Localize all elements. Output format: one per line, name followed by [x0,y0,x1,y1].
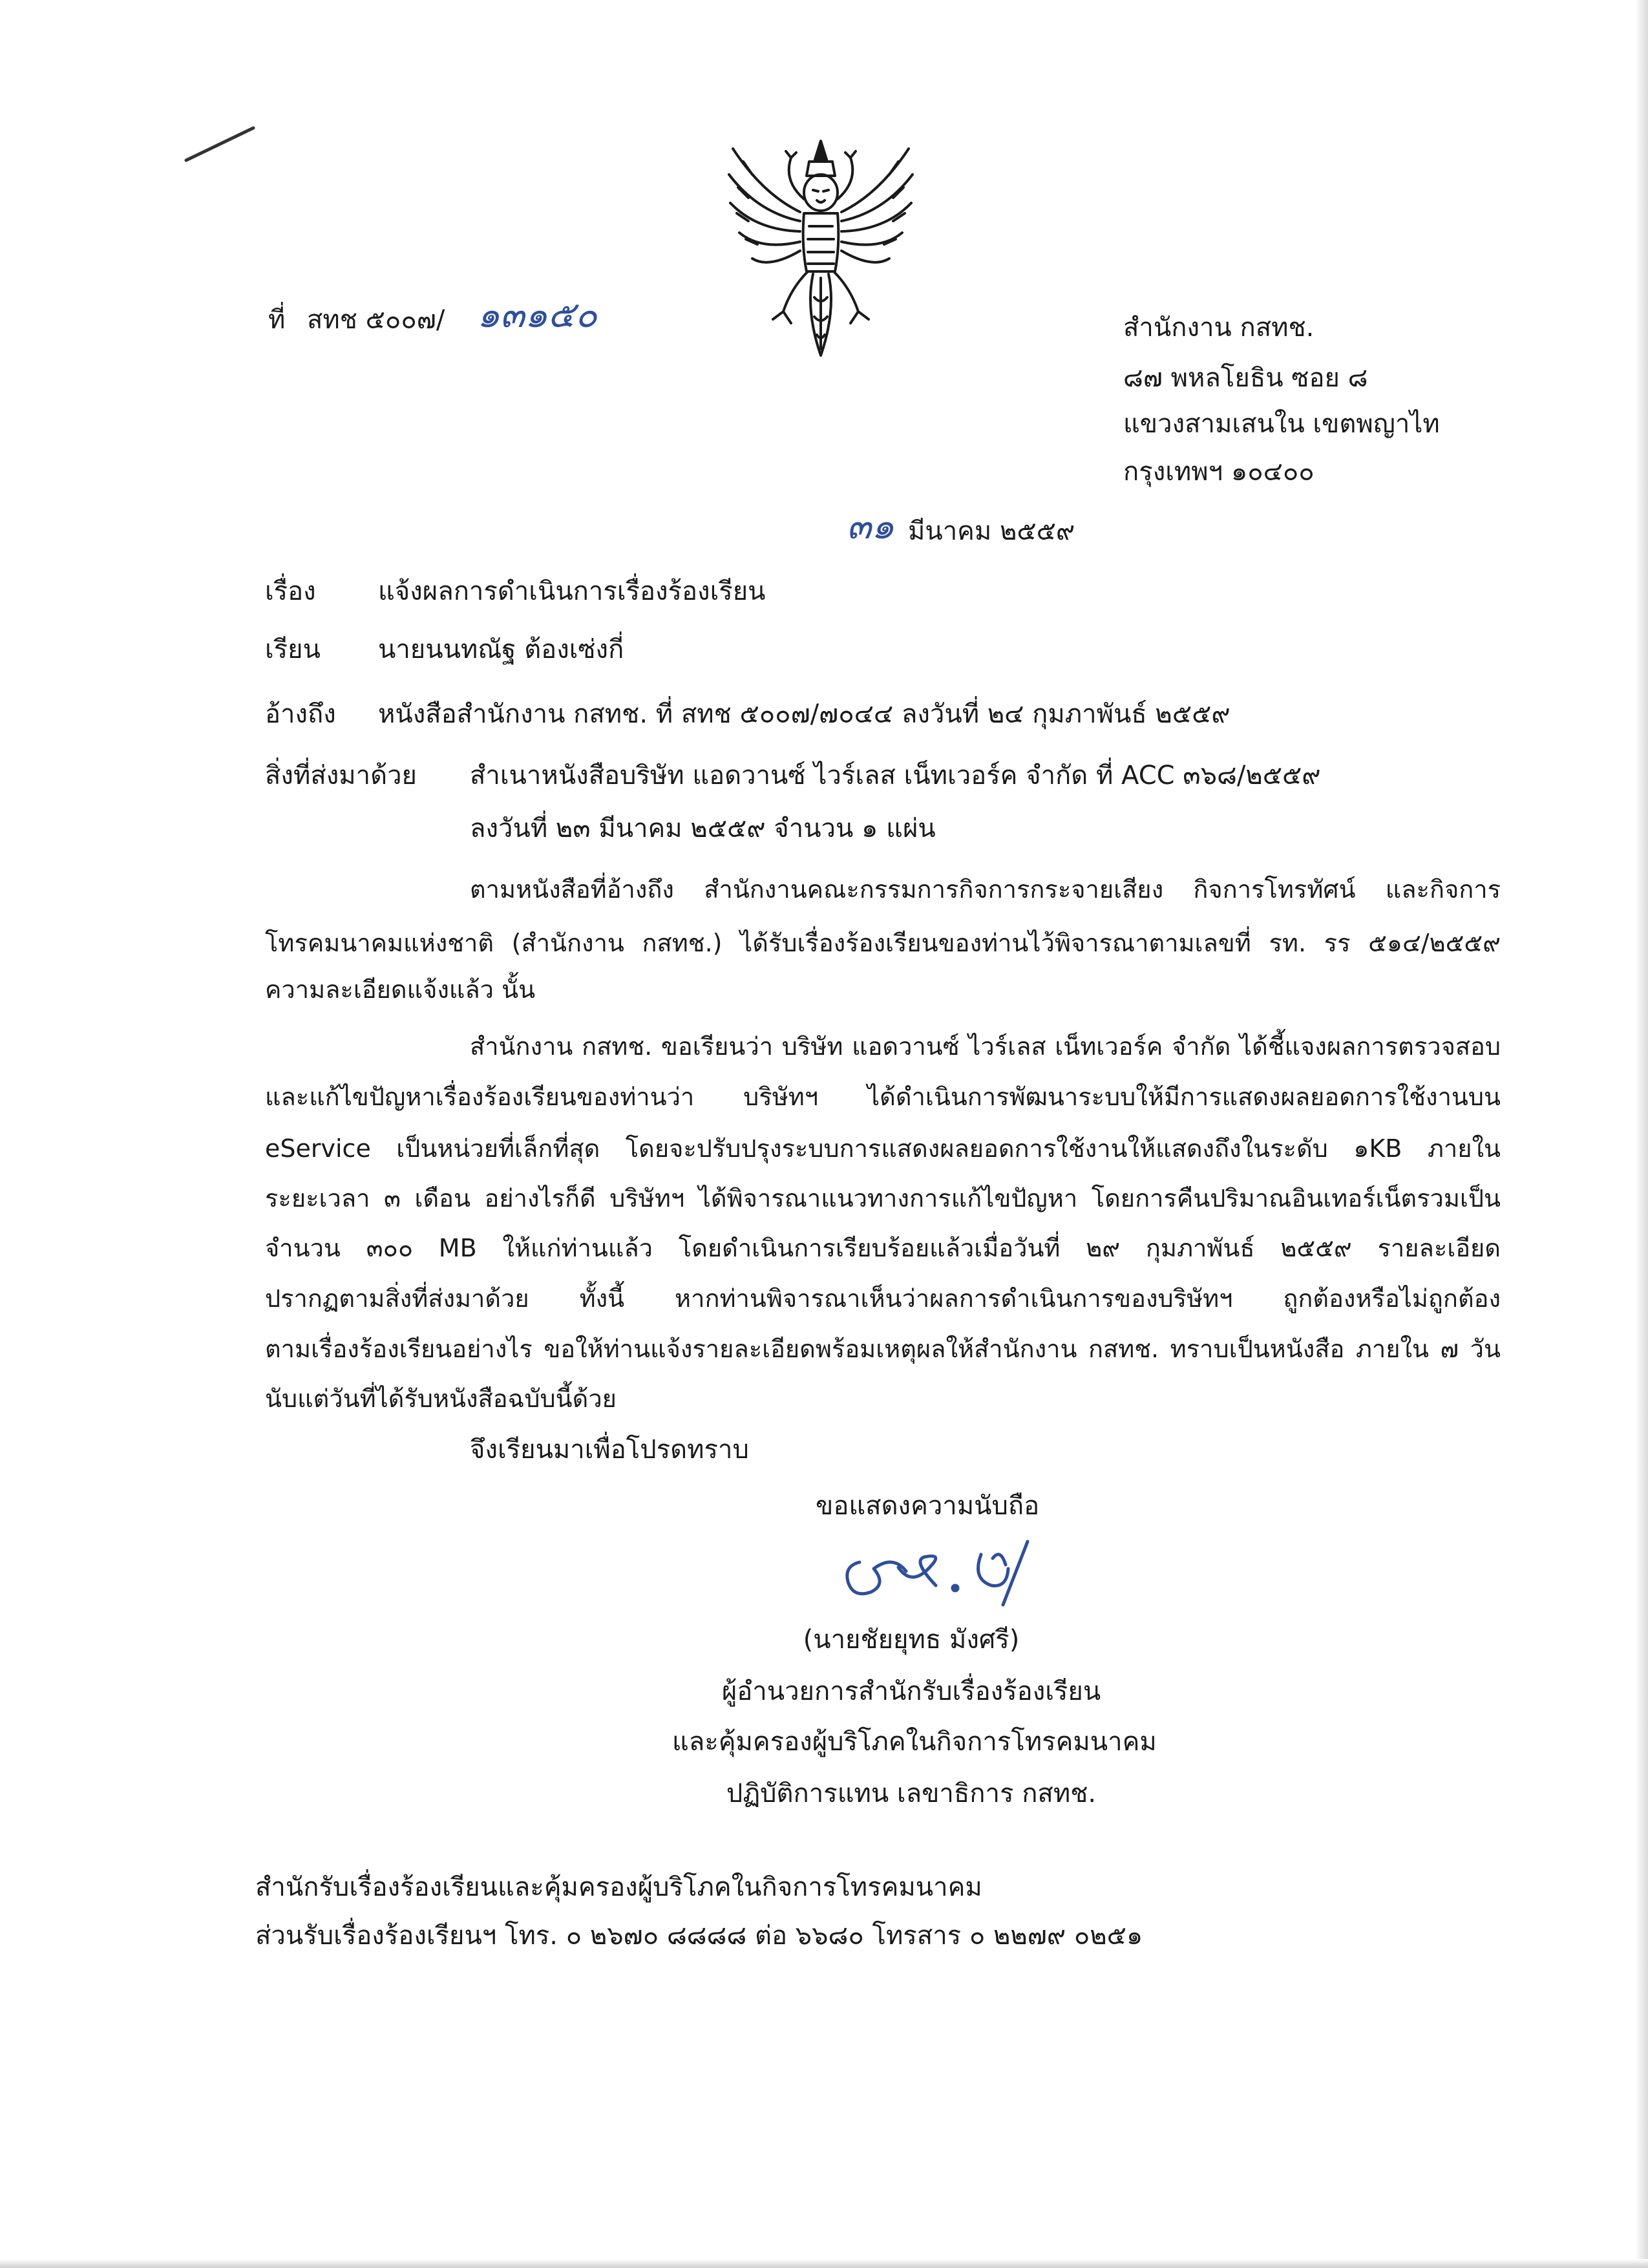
doc-no-handwritten: ๑๓๑๕๐ [477,294,597,336]
scan-edge-bottom [0,2259,1648,2268]
footer-contact: ส่วนรับเรื่องร้องเรียนฯ โทร. ๐ ๒๖๗๐ ๘๘๘๘ ต่อ ๖๖๘๐ โทรสาร ๐ ๒๒๗๙ ๐๒๕๑ [255,1921,1143,1951]
enclosure-line: สำเนาหนังสือบริษัท แอดวานซ์ ไวร์เลส เน็ทเวอร์ค จำกัด ที่ ACC ๓๖๘/๒๕๕๙ [470,761,1321,790]
paragraph-line: และแก้ไขปัญหาเรื่องร้องเรียนของท่านว่า บริษัทฯ ได้ดำเนินการพัฒนาระบบให้มีการแสดงผลยอดการใช้งานบน [265,1083,1501,1111]
date-day-handwritten: ๓๑ [847,505,894,547]
paragraph-line: ตามเรื่องร้องเรียนอย่างไร ขอให้ท่านแจ้งรายละเอียดพร้อมเหตุผลให้สำนักงาน กสทช. ทราบเป็นหนังสือ ภายใน ๗ วัน [265,1335,1501,1363]
to-label: เรียน [265,635,321,664]
paragraph-line: ปรากฏตามสิ่งที่ส่งมาด้วย ทั้งนี้ หากท่านพิจารณาเห็นว่าผลการดำเนินการของบริษัทฯ ถูกต้องหรือไม่ถูกต้อง [265,1284,1501,1313]
doc-no-label: ที่ [268,305,286,335]
subject-text: แจ้งผลการดำเนินการเรื่องร้องเรียน [378,577,766,606]
footer-department: สำนักรับเรื่องร้องเรียนและคุ้มครองผู้บริโภคในกิจการโทรคมนาคม [255,1872,982,1902]
paragraph-line: โทรคมนาคมแห่งชาติ (สำนักงาน กสทช.) ได้รับเรื่องร้องเรียนของท่านไว้พิจารณาตามเลขที่ รท. รร ๕๑๔/๒๕๕๙ [265,929,1501,957]
garuda-emblem [724,136,918,362]
salutation: ขอแสดงความนับถือ [816,1491,1040,1521]
closing-line: จึงเรียนมาเพื่อโปรดทราบ [470,1435,749,1465]
paragraph-line: จำนวน ๓๐๐ MB ให้แก่ท่านแล้ว โดยดำเนินการเรียบร้อยแล้วเมื่อวันที่ ๒๙ กุมภาพันธ์ ๒๕๕๙ รายละเอียด [265,1234,1501,1262]
office-line: สำนักงาน กสทช. [1123,313,1315,343]
paragraph-line: นับแต่วันที่ได้รับหนังสือฉบับนี้ด้วย [265,1384,617,1413]
signatory-name: (นายชัยยุทธ มังศรี) [803,1625,1020,1655]
office-line: แขวงสามเสนใน เขตพญาไท [1123,409,1440,439]
ref-label: อ้างถึง [265,699,336,729]
office-line: ๘๗ พหลโยธิน ซอย ๘ [1123,363,1368,393]
paragraph-line: ระยะเวลา ๓ เดือน อย่างไรก็ดี บริษัทฯ ได้พิจารณาแนวทางการแก้ไขปัญหา โดยการคืนปริมาณอินเทอร์เน็ตรวมเป็น [265,1184,1501,1213]
doc-no-prefix: สทช ๕๐๐๗/ [307,305,445,335]
paragraph-line: ความละเอียดแจ้งแล้ว นั้น [265,975,536,1004]
handwritten-signature [834,1529,1066,1613]
signatory-title-line: ผู้อำนวยการสำนักรับเรื่องร้องเรียน [721,1677,1101,1706]
office-line: กรุงเทพฯ ๑๐๔๐๐ [1123,457,1315,487]
subject-label: เรื่อง [265,577,316,606]
enclosure-line: ลงวันที่ ๒๓ มีนาคม ๒๕๕๙ จำนวน ๑ แผ่น [470,814,936,843]
date-text: มีนาคม ๒๕๕๙ [908,516,1075,546]
paragraph-line: สำนักงาน กสทช. ขอเรียนว่า บริษัท แอดวานซ์ ไวร์เลส เน็ทเวอร์ค จำกัด ได้ชี้แจงผลการตรวจสอบ [470,1032,1501,1061]
signatory-title-line: และคุ้มครองผู้บริโภคในกิจการโทรคมนาคม [672,1727,1157,1757]
scan-edge-right [1635,0,1648,2268]
ref-text: หนังสือสำนักงาน กสทช. ที่ สทช ๕๐๐๗/๗๐๔๔ ลงวันที่ ๒๔ กุมภาพันธ์ ๒๕๕๙ [378,699,1231,729]
pen-mark [181,123,259,168]
paragraph-line: ตามหนังสือที่อ้างถึง สำนักงานคณะกรรมการกิจการกระจายเสียง กิจการโทรทัศน์ และกิจการ [470,875,1501,904]
to-text: นายนนทณัฐ ต้องเซ่งกี่ [378,635,624,664]
enclosure-label: สิ่งที่ส่งมาด้วย [265,761,417,790]
signatory-title-line: ปฏิบัติการแทน เลขาธิการ กสทช. [726,1779,1097,1808]
paragraph-line: eService เป็นหน่วยที่เล็กที่สุด โดยจะปรับปรุงระบบการแสดงผลยอดการใช้งานให้แสดงถึงในระดับ ๑KB ภายใน [265,1134,1501,1163]
